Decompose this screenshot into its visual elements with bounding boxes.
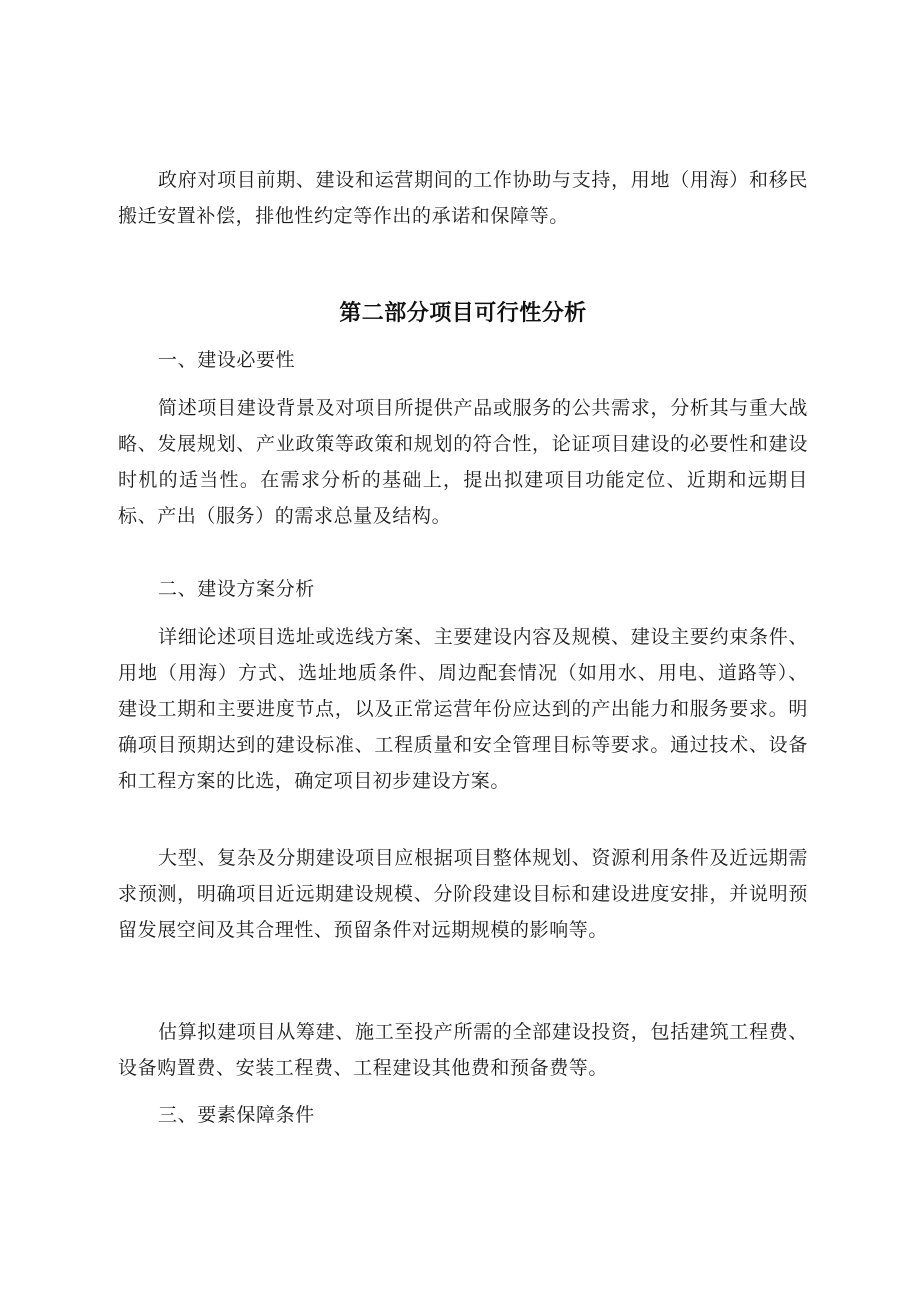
part-title: 第二部分项目可行性分析: [339, 301, 587, 326]
section-heading-necessity: 一、建设必要性: [158, 349, 296, 371]
paragraph-necessity: 简述项目建设背景及对项目所提供产品或服务的公共需求，分析其与重大战略、发展规划、产业政策等政策和规划的符合性，论证项目建设的必要性和建设时机的适当性。在需求分析的基础上，提出拟建项目功能定位、近期和远期目标、产出（服务）的需求总量及结构。: [118, 397, 808, 527]
paragraph-phased-projects: 大型、复杂及分期建设项目应根据项目整体规划、资源利用条件及近远期需求预测，明确项目近远期建设规模、分阶段建设目标和建设进度安排，并说明预留发展空间及其合理性、预留条件对远期规模的影响等。: [118, 847, 808, 941]
paragraph-investment-estimate: 估算拟建项目从筹建、施工至投产所需的全部建设投资，包括建筑工程费、设备购置费、安装工程费、工程建设其他费和预备费等。: [118, 1021, 808, 1079]
section-heading-construction-plan: 二、建设方案分析: [158, 578, 315, 600]
paragraph-construction-plan: 详细论述项目选址或选线方案、主要建设内容及规模、建设主要约束条件、用地（用海）方式、选址地质条件、周边配套情况（如用水、用电、道路等）、建设工期和主要进度节点，以及正常运营年份应达到的产出能力和服务要求。明确项目预期达到的建设标准、工程质量和安全管理目标等要求。通过技术、设备和工程方案的比选，确定项目初步建设方案。: [118, 626, 808, 792]
paragraph-government-support: 政府对项目前期、建设和运营期间的工作协助与支持，用地（用海）和移民搬迁安置补偿，排他性约定等作出的承诺和保障等。: [118, 169, 808, 227]
section-heading-factor-guarantee: 三、要素保障条件: [158, 1104, 315, 1126]
